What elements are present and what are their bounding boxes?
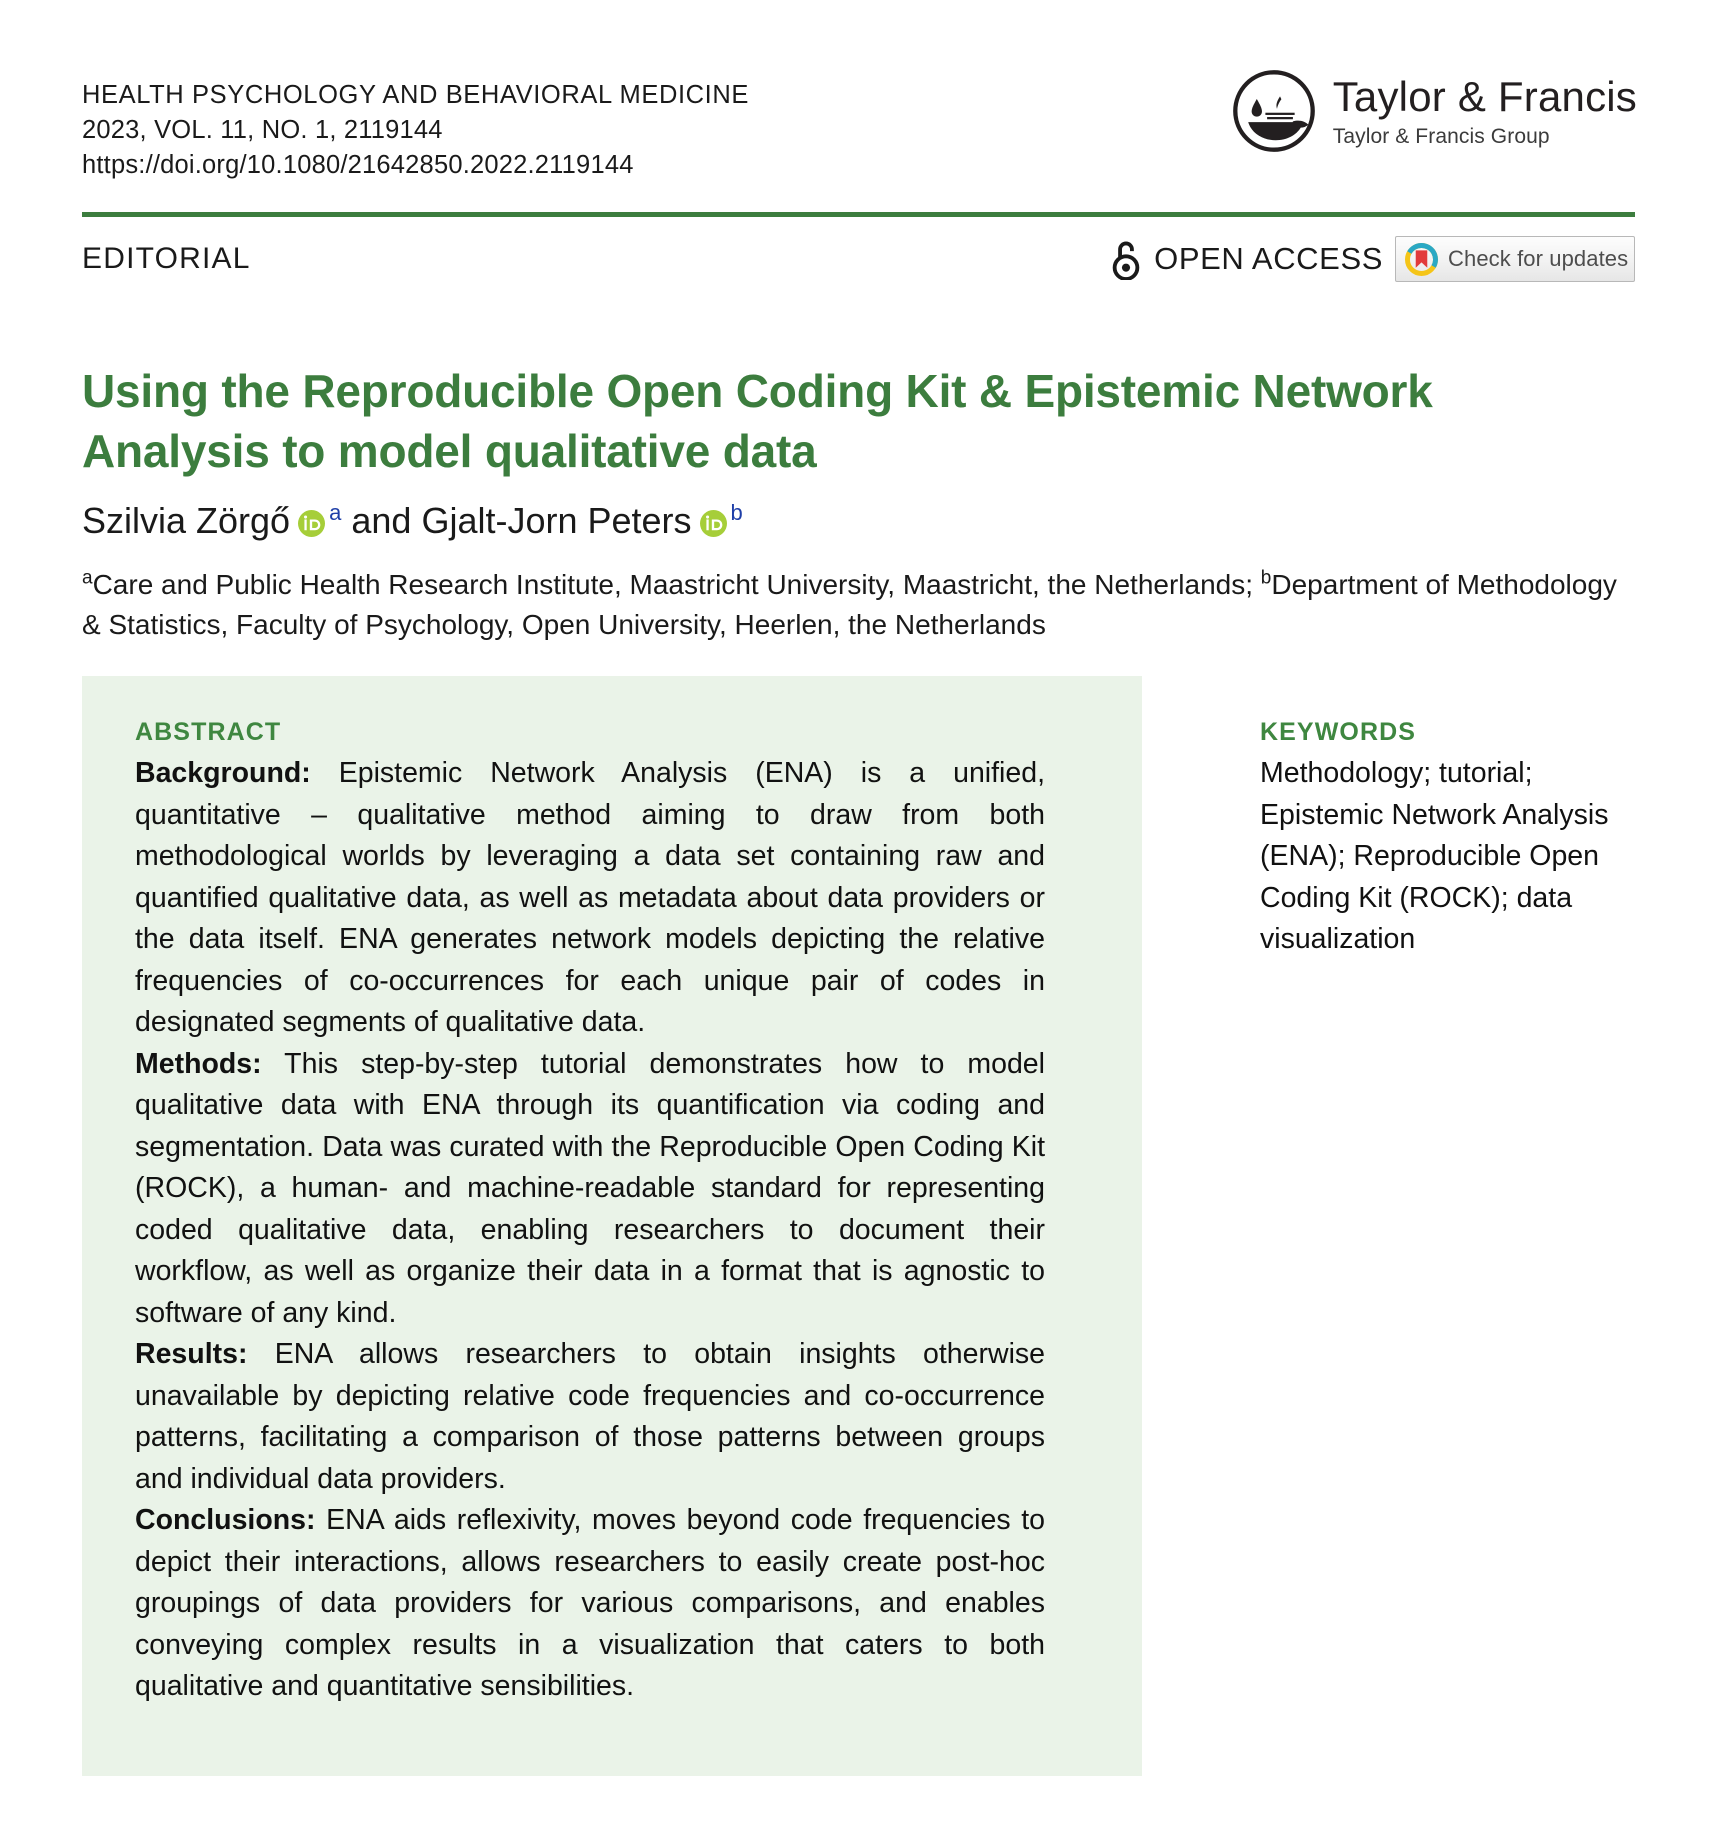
- orcid-id-icon[interactable]: [298, 510, 325, 537]
- author-name-second: Gjalt-Jorn Peters: [421, 500, 692, 541]
- abstract-background-label: Background:: [135, 757, 311, 789]
- affiliation-text-a: Care and Public Health Research Institute, Maastricht University, Maastricht, the Netherlands;: [92, 569, 1261, 600]
- keywords-heading: KEYWORDS: [1260, 718, 1417, 746]
- publisher-wordmark: [1332, 72, 1637, 148]
- keywords-list: Methodology; tutorial; Epistemic Network Analysis (ENA); Reproducible Open Coding Kit (ROCK); data visualization: [1260, 757, 1609, 955]
- keywords-section: [1260, 718, 1640, 961]
- abstract-results-text: ENA allows researchers to obtain insights otherwise unavailable by depicting relative code frequencies and co-occurrence patterns, facilitating a comparison of those patterns between groups and individual data providers.: [135, 1338, 1045, 1495]
- open-access-group: [1111, 238, 1383, 280]
- orcid-id-icon[interactable]: [700, 510, 727, 537]
- crossmark-badge[interactable]: [1395, 236, 1635, 282]
- abstract-body: [135, 753, 1045, 1708]
- author-affiliation-marker-b: b: [730, 500, 743, 525]
- journal-issue: 2023, VOL. 11, NO. 1, 2119144: [82, 116, 443, 144]
- affiliation-text-b: Department of Methodology & Statistics, Faculty of Psychology, Open University, Heerlen, the Netherlands: [82, 569, 1617, 640]
- article-meta-row: [82, 238, 1635, 294]
- affiliation-marker-b: b: [1260, 567, 1272, 589]
- author-name-first: Szilvia Zörgő: [82, 500, 291, 541]
- abstract-conclusions-label: Conclusions:: [135, 1504, 316, 1536]
- publisher-name: Taylor & Francis: [1332, 72, 1637, 120]
- abstract-heading: ABSTRACT: [135, 718, 282, 746]
- journal-info: [82, 78, 749, 183]
- affiliation-marker-a: a: [82, 567, 93, 589]
- abstract-results-label: Results:: [135, 1338, 248, 1370]
- publisher-logo: [1231, 68, 1637, 154]
- open-access-label: OPEN ACCESS: [1154, 241, 1383, 276]
- publisher-group: Taylor & Francis Group: [1332, 124, 1550, 148]
- crossmark-icon: [1405, 243, 1438, 276]
- article-type-label: EDITORIAL: [82, 242, 251, 275]
- abstract-section: [135, 718, 1045, 1708]
- journal-name: HEALTH PSYCHOLOGY AND BEHAVIORAL MEDICINE: [82, 81, 749, 109]
- abstract-background-text: Epistemic Network Analysis (ENA) is a unified, quantitative – qualitative method aiming to draw from both methodological worlds by leveraging a data set containing raw and quantified qualitative data, as well as metadata about data providers or the data itself. ENA generates network models depicting the relative frequencies of co-occurrences for each unique pair of codes in designated segments of qualitative data.: [135, 757, 1045, 1038]
- journal-doi[interactable]: https://doi.org/10.1080/21642850.2022.2119144: [82, 151, 634, 179]
- author-affiliation-marker-a: a: [329, 500, 342, 525]
- affiliations: [82, 565, 1627, 645]
- header-divider: [82, 212, 1635, 217]
- masthead: [82, 72, 1637, 198]
- crossmark-label: Check for updates: [1448, 246, 1629, 271]
- author-list: [82, 490, 1582, 544]
- open-lock-icon: [1111, 238, 1141, 280]
- abstract-methods-text: This step-by-step tutorial demonstrates how to model qualitative data with ENA through its quantification via coding and segmentation. Data was curated with the Reproducible Open Coding Kit (ROCK), a human- and machine-readable standard for representing coded qualitative data, enabling researchers to document their workflow, as well as organize their data in a format that is agnostic to software of any kind.: [135, 1047, 1045, 1329]
- abstract-conclusions-text: ENA aids reflexivity, moves beyond code frequencies to depict their interactions, allows researchers to easily create post-hoc groupings of data providers for various comparisons, and enables conveying complex results in a visualization that caters to both qualitative and quantitative sensibilities.: [135, 1504, 1045, 1702]
- page-title: Using the Reproducible Open Coding Kit & Epistemic Network Analysis to model qualitative data: [82, 364, 1433, 477]
- author-conjunction: and: [351, 500, 412, 541]
- abstract-methods-label: Methods:: [135, 1047, 262, 1080]
- oil-lamp-icon: [1231, 68, 1317, 154]
